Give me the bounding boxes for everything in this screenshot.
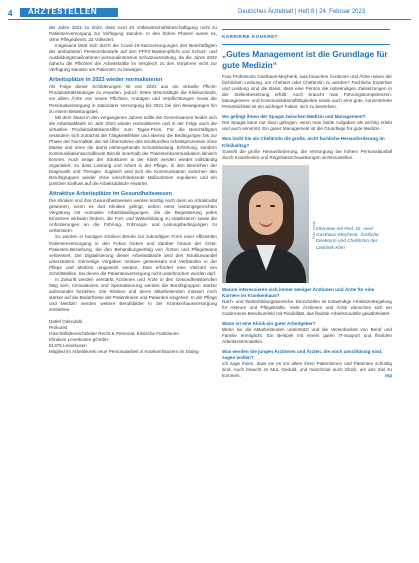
kicker-rule [222,44,390,45]
interview-question: Was werden Sie jungen Ärztinnen und Ärzten, die noch unschlüssig sind, sagen wollen? [222,349,383,361]
author-line: Geschäftsbereichsleiter Recht & Personal, Klinische Funktionen [49,331,179,337]
interview-question: Warum interessieren sich immer weniger Ärztinnen und Ärzte für eine Karriere im Krankenhaus? [222,286,375,298]
interview-headline: „Gutes Management ist die Grundlage für gute Medizin“ [222,49,388,70]
end-mark: mp [385,373,392,379]
issue-info: Deutsches Ärzteblatt | Heft 8 | 24. Februar 2023 [238,9,366,15]
kicker-rule [222,29,390,30]
interview-answer: Nach- und Weiterbildungsbereiche. Einzuhalten ist notwendige Arbeitszeitregelung für Akteure und Pflegekräfte. Viele Ärztinnen und Ärzte wünschen sich ein moderneres Berufsumfeld mit Flexibilität, das flexible Arbeitsmodelle gewährleistet. [222,298,392,316]
paragraph: Mit dem Stand in den vergangenen Jahren sollte die Gemeinsamen beider sich die Arbeitsabläufe im Jahr 2023 wieder normalisieren und in der Folge auch die virtuellen Produktivitätskennziffer zum Tages-Preis. Für die Beschäftigten verändern sich zunächst die Tätigkeitsfelder und ebenso die Bedingungen bis zur Phase der Normalität, die mit Übernahme des strukturellen Arbeitsprozesses ohne Maske und ohne die damit einhergehende Schutzkleidung. Erhöhung, sondern Kommunikationsschaffende Berufe innerhalb der Patientenkommunikation klinisch können. Auch einige der Strukturen in der Klinik werden wieder vollständig organisiert, so dass Leistung und Arbeit in der Pflege, in den Bereichen der Diagnostik und Therapie. Zugleich wird sich die Kommunikation zwischen den Berufsgruppen wieder ohne einschränkende Maßnahmen regulieren und ein positiver Einfluss auf die Arbeitsabläufe erwartet. [49,114,217,187]
page-number: 4 [8,9,13,18]
interview-question: Wann ist eine Klinik ein guter Arbeitgeber? [222,320,316,326]
right-column [222,25,392,379]
brand-logo [20,8,118,17]
brand-logo-text: ÄRZTESTELLEN [28,7,98,16]
photo-caption: Interview mit Prof. Dr. med. Gasthaus-Meyhenk, Ärztliche Direktorin und Chefärztin der Uniklinik Köln [316,226,379,251]
interview-question: Wo gelingt ihnen der Spagat zwischen Medizin und Management? [222,114,366,120]
page-header [0,0,419,22]
portrait-block [222,165,392,283]
left-column [49,25,217,355]
interview-answer [222,361,392,379]
paragraph: der Jahre 2021 zu 2022, dass rund 40 Volkswirtschaftsbeschäftigung nicht zu Patientenversorgung zur Verfügung standen. In den frühen Phasen waren es, ohne Pflegedienst, 23 Volkszeit. [49,25,217,43]
section-heading: Arbeitsplätze in 2023 wieder normalisieren [49,77,163,84]
author-signature [49,319,217,355]
header-rule [8,19,411,20]
portrait-eye [270,205,275,207]
interview-question: Was lockt Sie als Chefärztin die große, nicht fachliche Herausforderung im Klinikalltag? [222,136,385,148]
author-line: Prokurist [49,325,68,331]
interview-answer-text: Ich sage ihnen, dass sie es vor allem ihren Patientinnen und Patienten schuldig sind. Auch braucht es Mut, Geduld, und manchmal auch Glück, um ans Ziel zu kommen. [222,361,392,379]
interview-answer: Wenn sie die Mitarbeitenden unterstützt und die Vereinbarkeit von Beruf und Familie ermöglicht. Ein Beispiel mit einem guten IT-Support und flexiblen Arbeitszeitmodellen. [222,326,392,345]
portrait-eye [256,205,261,207]
photo-credit: Foto: privat [312,221,316,239]
kicker: KARRIERE KONKRET [222,34,278,39]
author-line: Mitglied im Arbeitskreis neue Personalarbeit in Krankenhäusern im Dialog [49,349,199,355]
paragraph: So werden in heutigen Kliniken Berufe zur zukünftigen Form einer effizienten Patientenversorgung in den Fokus rücken und darüber hinaus der Ärzte-Patienten-Beziehung, die den Behandlungserfolg von Ärzten und Pflegeteams verbessert. Die Digitalisierung dieser Arbeitsabläufe wird den Strukturwandel unterstützen. Derzeitige Vorgaben müssen gemeinsam mit Verbänden in der Pflege und Medizin umgesetzt werden. Dies erfordert eine Vielzahl von Schnittstellen, bei denen die Patientenversorgung nicht unterbrochen werden darf. [49,234,217,276]
paragraph: In Zukunft werden verstärkt Ärztinnen und Ärzte in den Gesundheitsberufen tätig sein; Innovationen und Spezialisierung werden die Berufsgruppen stärker aufeinander beziehen. Die Kliniken und deren Mitarbeitenden müssen noch stärker auf die Bedürfnisse der Patientinnen und Patienten eingehen. In der Pflege und Medizin werden weitere Berufsbilder in der Krankenhausversorgung entstehen. [49,276,217,313]
paragraph: Als Folge dieser Schilderungen ist von 2022 aus ein virtuelle Pflicht-Produktivitätsstrategie zu erwarten, jedoch treten Beschäftigte die Klinikumlaufs, vor allem Ärzte von neuen Pflichten, Anträgen und Verpflichtungen sowie die Personalversorgung in stationärer Versorgung bis 2021 bei den Bewegungen hin zu einem Belastungsteil. [49,84,217,114]
interview-intro: Frau Professorin Gasthaus-Meyhenk, was brauchen Ärztinnen und Ärzte neben der fachlichen Leistung, um Chefarzt oder Chefärztin zu werden? Fachliche Expertise und Leistung sind die Basis, dass eine Person die notwendigen Zielsetzungen in der Stellenbesetzung erfüllt. Auch braucht man Führungskompetenzen. Management- und Kommunikationsfähigkeiten sowie auch eine gute, konzentrierte Persönlichkeit ist ein wichtiger Faktor, sich zu bewerben. [222,74,392,110]
portrait-face [249,191,283,235]
portrait-photo [222,165,309,283]
paragraph: Die Kliniken und ihre Gesundheitswesen werden künftig noch dann an Attraktivität gewinnen, wenn es dort Kliniken gelingt, neben einer leistungsgerechten Vergütung mit normalen Arbeitsbedingungen, die die Begeisterung jedes Einzelnen wirksam fördern, die Fort- und Weiterbildung zu stabilisieren sowie die Anforderungen an die Führung, Führungs- und Leitungsbedingungen zu verbessern. [49,198,217,234]
author-line: 51375 Leverkusen [49,343,87,349]
author-name: Detlef Odendahl [49,319,83,325]
author-line: Klinikum Leverkusen gGmbH [49,337,109,343]
paragraph: Insgesamt lässt sich durch die Covid-19-Satzversorgungen des Beschäftigten der ambulanten Pensionsbedarfe auf den PFP2-Maskenpflicht und Schutz- und Ausbildungsmaßnahmen personalintensive Schutzausrüstung, da die Jahre 2022 nahezu die Pflichten der Arbeitskräfte im Vergleich zu den Vorjahren nicht zur Verfügung standen am Patienten zu bewegen. [49,43,217,73]
interview-answer: Der Spagat kann nur dann gelingen, wenn man beide Aufgaben als wichtig erlebt und auch annimmt. Ein gutes Management ist die Grundlage für gute Medizin. [222,120,392,132]
section-heading: Attraktive Arbeitsplätze im Gesundheitswesen [49,191,172,198]
interview-answer: Sowohl die große Herausforderung, die Versorgung bei hohem Personalausfall durch Krankheiten und Regelsatzschwankungen sicherzustellen. [222,148,392,160]
